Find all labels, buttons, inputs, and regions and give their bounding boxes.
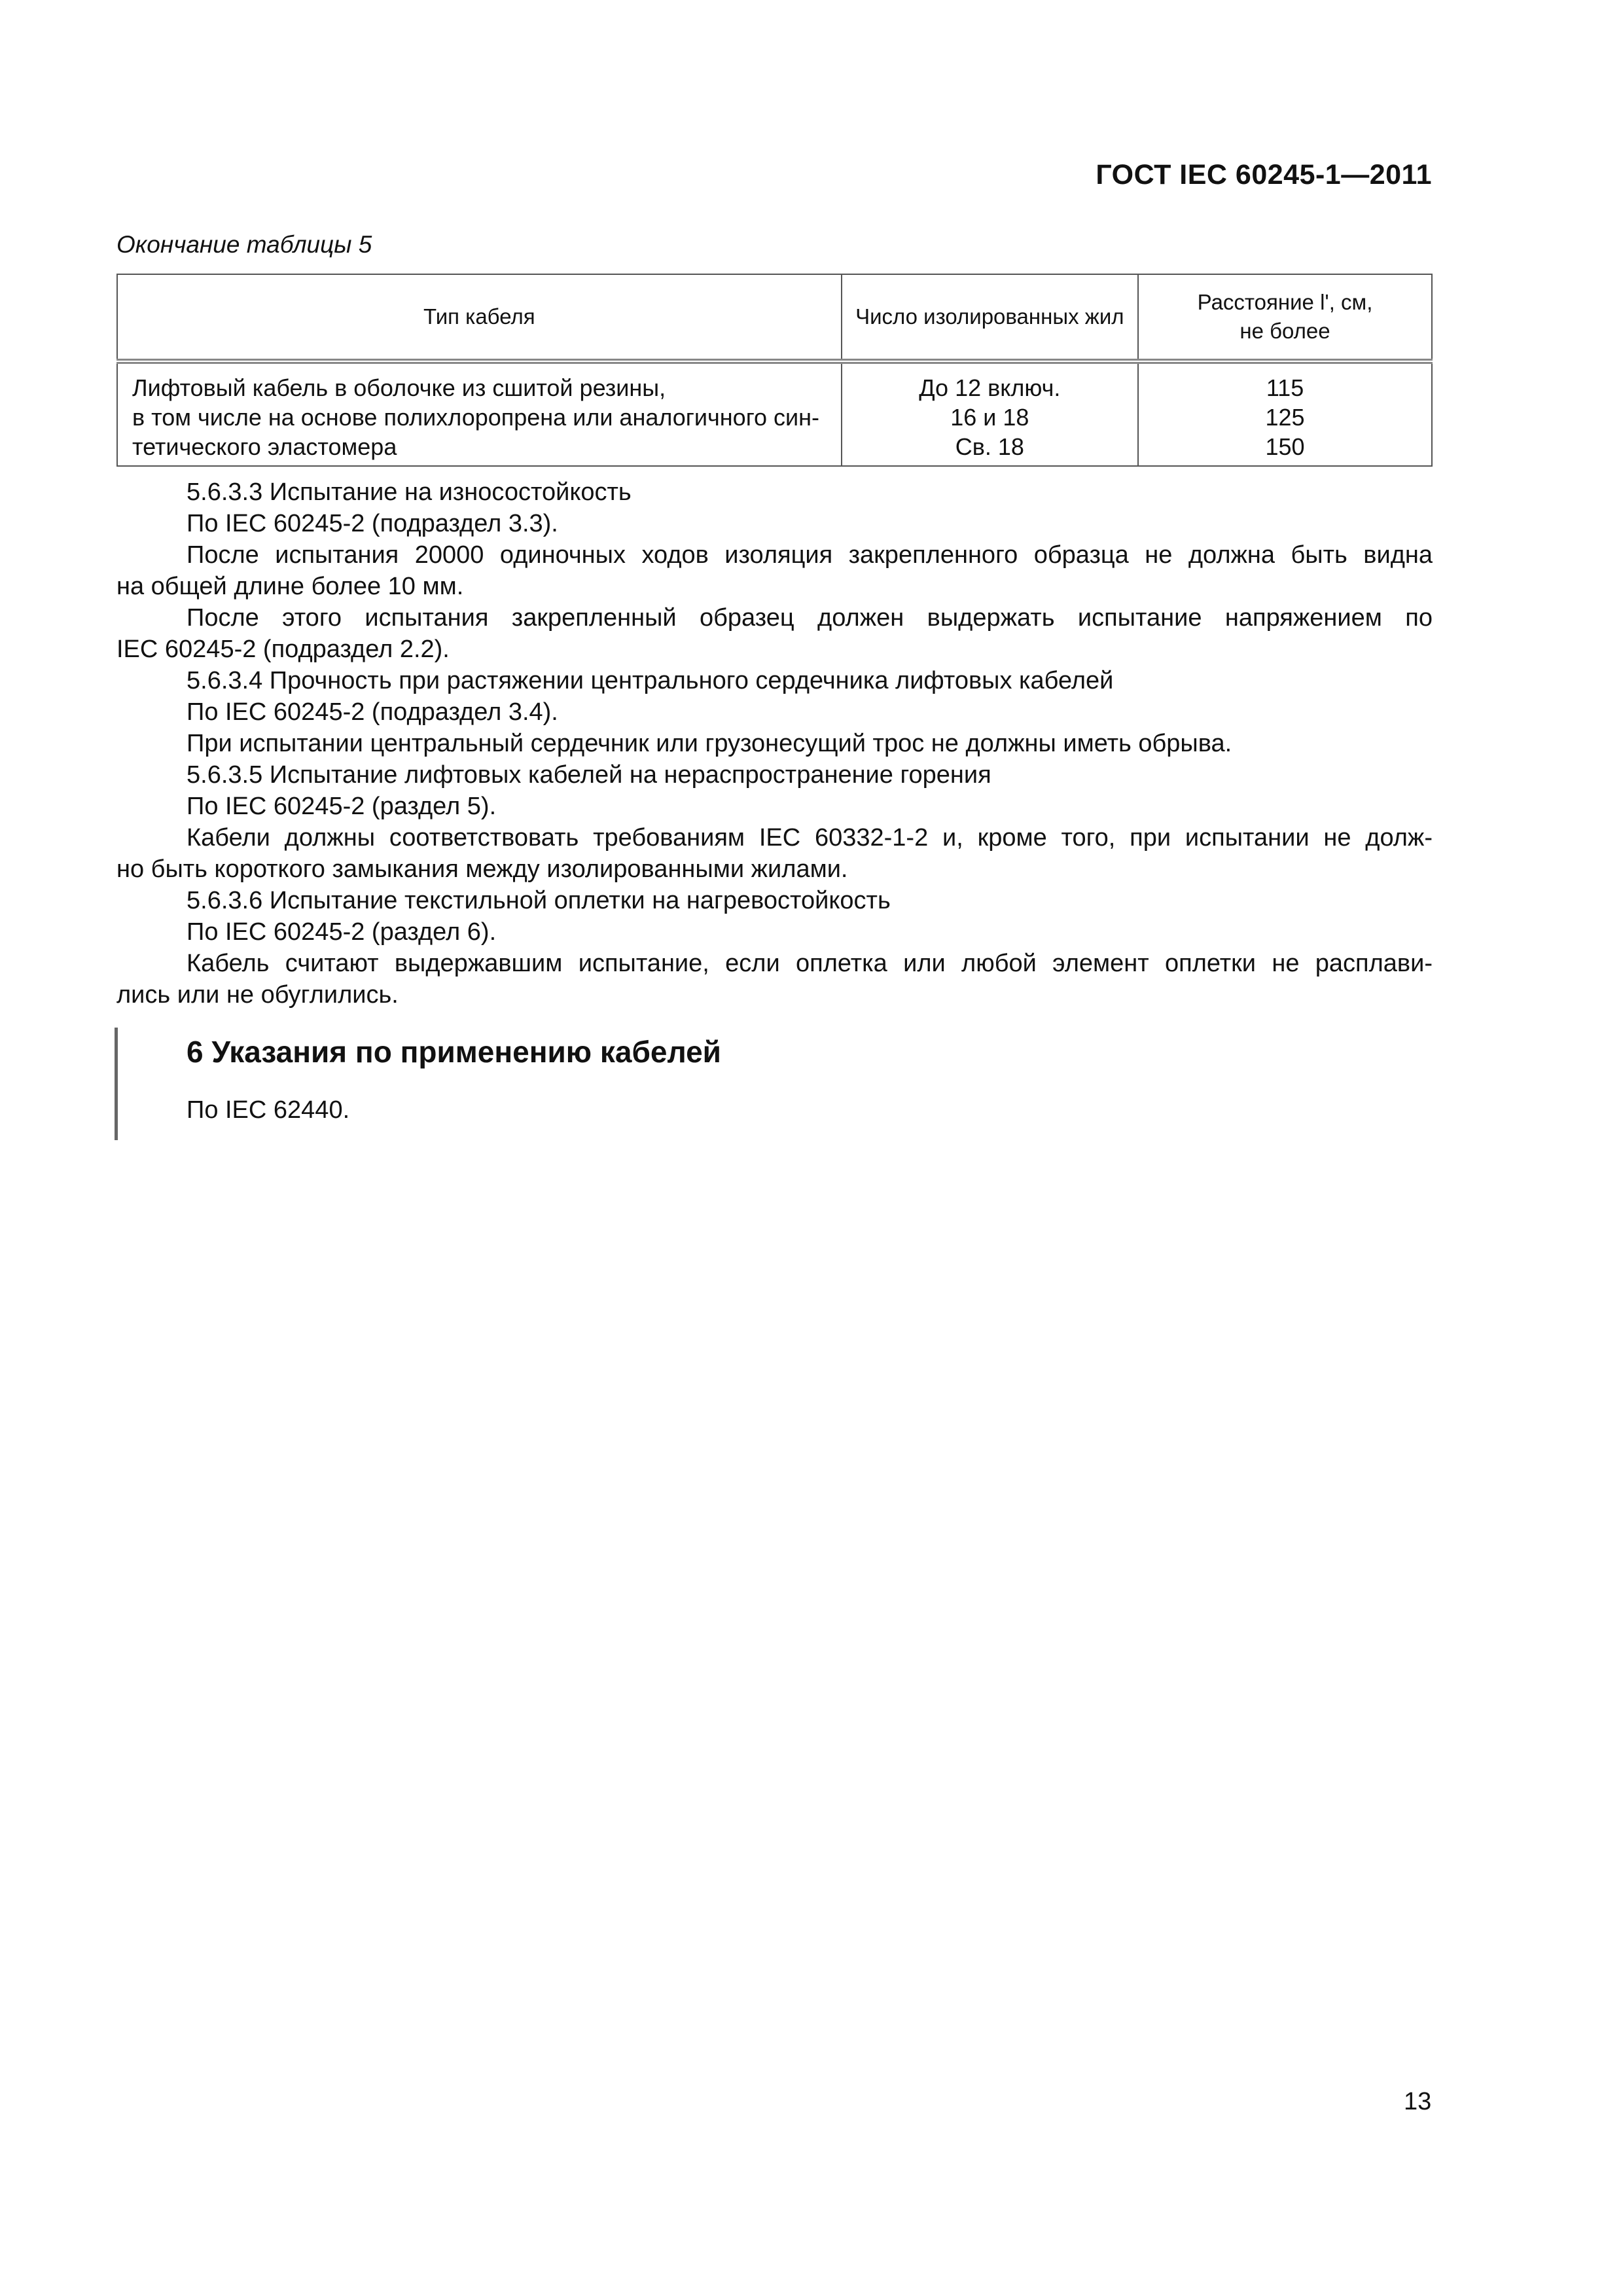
- distance-value: 150: [1265, 433, 1305, 460]
- paragraph: После этого испытания закрепленный образец должен выдержать испытание напряжением по: [187, 604, 1433, 632]
- paragraph: По IEC 60245-2 (подраздел 3.3).: [187, 510, 558, 537]
- table-5: [116, 274, 1433, 467]
- standard-code: ГОСТ IEC 60245-1—2011: [1096, 159, 1432, 190]
- paragraph: но быть короткого замыкания между изолированными жилами.: [116, 855, 848, 883]
- section-text: По IEC 62440.: [187, 1096, 350, 1124]
- page-number: 13: [1404, 2088, 1432, 2115]
- cores-value: 16 и 18: [950, 404, 1029, 431]
- header-distance-line-1: Расстояние l', см,: [1197, 290, 1373, 314]
- paragraph: Кабель считают выдержавшим испытание, если оплетка или любой элемент оплетки не расплави-: [187, 950, 1433, 977]
- clause-heading: 5.6.3.5 Испытание лифтовых кабелей на нераспространение горения: [187, 761, 991, 789]
- paragraph: При испытании центральный сердечник или грузонесущий трос не должны иметь обрыва.: [187, 730, 1232, 757]
- clause-heading: 5.6.3.6 Испытание текстильной оплетки на нагревостойкость: [187, 887, 891, 914]
- paragraph: IEC 60245-2 (подраздел 2.2).: [116, 636, 450, 663]
- cable-type-line: в том числе на основе полихлоропрена или аналогичного син-: [132, 404, 820, 431]
- cell-cores: [842, 361, 1138, 466]
- paragraph: По IEC 60245-2 (раздел 6).: [187, 918, 497, 946]
- clause-heading: 5.6.3.4 Прочность при растяжении центрального сердечника лифтовых кабелей: [187, 667, 1114, 694]
- paragraph: По IEC 60245-2 (подраздел 3.4).: [187, 698, 558, 726]
- header-distance: [1138, 274, 1432, 361]
- table-row: [117, 361, 1432, 466]
- paragraph: на общей длине более 10 мм.: [116, 573, 464, 600]
- cores-value: Св. 18: [955, 433, 1024, 460]
- cell-cable-type: [117, 361, 842, 466]
- table-header-row: [117, 274, 1432, 361]
- paragraph: Кабели должны соответствовать требованиям IEC 60332-1-2 и, кроме того, при испытании не долж-: [187, 824, 1433, 852]
- section-heading: 6 Указания по применению кабелей: [187, 1035, 721, 1069]
- header-distance-line-2: не более: [1240, 319, 1330, 343]
- paragraph: лись или не обуглились.: [116, 981, 399, 1009]
- distance-value: 115: [1266, 374, 1304, 401]
- header-cores-count: Число изолированных жил: [842, 274, 1138, 361]
- header-cable-type: Тип кабеля: [117, 274, 842, 361]
- cable-type-line: Лифтовый кабель в оболочке из сшитой резины,: [132, 374, 666, 401]
- body-text: [116, 476, 1433, 1011]
- distance-value: 125: [1265, 404, 1305, 431]
- revision-bar: [115, 1028, 118, 1140]
- cable-type-line: тетического эластомера: [132, 433, 397, 460]
- clause-heading: 5.6.3.3 Испытание на износостойкость: [187, 478, 632, 506]
- paragraph: После испытания 20000 одиночных ходов изоляция закрепленного образца не должна быть видна: [187, 541, 1433, 569]
- cell-distance: [1138, 361, 1432, 466]
- paragraph: По IEC 60245-2 (раздел 5).: [187, 793, 497, 820]
- table-caption: Окончание таблицы 5: [116, 231, 372, 258]
- cores-value: До 12 включ.: [919, 374, 1061, 401]
